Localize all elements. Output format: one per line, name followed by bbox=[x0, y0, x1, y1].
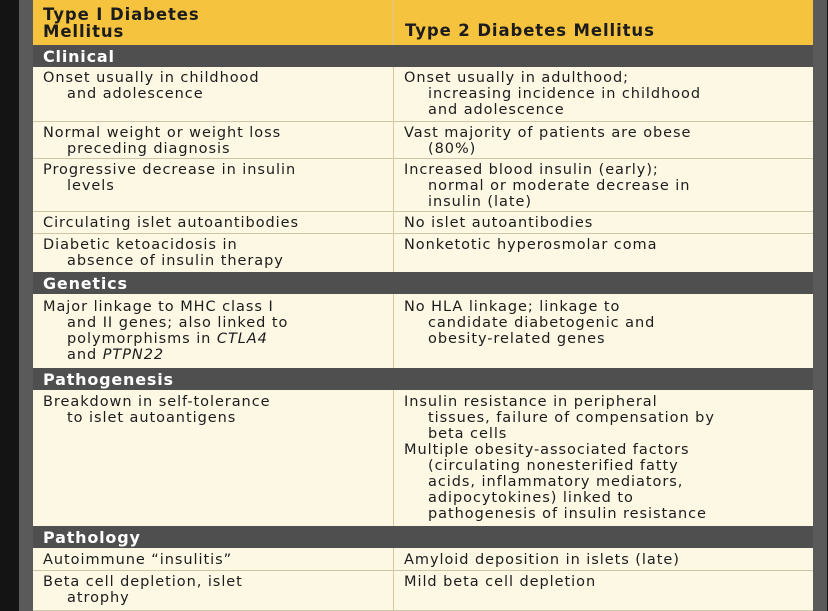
cell-line: acids, inflammatory mediators, bbox=[428, 474, 684, 490]
row-divider bbox=[33, 570, 813, 571]
type1-cell bbox=[43, 299, 288, 363]
section-header-pathogenesis bbox=[33, 368, 813, 390]
cell-line: Multiple obesity-associated factors bbox=[404, 442, 690, 458]
cell-line: Onset usually in adulthood; bbox=[404, 70, 629, 86]
cell-line: pathogenesis of insulin resistance bbox=[428, 506, 707, 522]
type2-cell bbox=[404, 394, 715, 522]
type2-cell bbox=[404, 552, 680, 568]
section-header-clinical bbox=[33, 45, 813, 67]
cell-line: absence of insulin therapy bbox=[67, 253, 284, 269]
cell-line: Insulin resistance in peripheral bbox=[404, 394, 658, 410]
type1-cell bbox=[43, 394, 271, 426]
cell-line: candidate diabetogenic and bbox=[428, 315, 656, 331]
cell-line: Diabetic ketoacidosis in bbox=[43, 237, 238, 253]
cell-line: polymorphisms in CTLA4 bbox=[67, 331, 268, 347]
cell-line: Amyloid deposition in islets (late) bbox=[404, 552, 680, 568]
row-divider bbox=[33, 121, 813, 122]
cell-line: Mild beta cell depletion bbox=[404, 574, 597, 590]
cell-line: atrophy bbox=[67, 590, 130, 606]
cell-line: Major linkage to MHC class I bbox=[43, 299, 274, 315]
type1-cell bbox=[43, 237, 284, 269]
cell-line: and adolescence bbox=[67, 86, 204, 102]
diabetes-comparison-table bbox=[33, 0, 813, 611]
cell-line: and adolescence bbox=[428, 102, 565, 118]
header-type1: Type I Diabetes Mellitus bbox=[43, 5, 200, 41]
cell-line: and PTPN22 bbox=[67, 347, 165, 363]
cell-line: preceding diagnosis bbox=[67, 141, 231, 157]
section-title: Pathology bbox=[43, 528, 141, 547]
cell-line: adipocytokines) linked to bbox=[428, 490, 634, 506]
column-divider bbox=[393, 0, 394, 611]
cell-line: increasing incidence in childhood bbox=[428, 86, 702, 102]
cell-line: Vast majority of patients are obese bbox=[404, 125, 692, 141]
header-type2: Type 2 Diabetes Mellitus bbox=[405, 21, 655, 40]
row-divider bbox=[33, 158, 813, 159]
cell-line: and II genes; also linked to bbox=[67, 315, 289, 331]
cell-line: Nonketotic hyperosmolar coma bbox=[404, 237, 658, 253]
type1-cell bbox=[43, 574, 243, 606]
type1-cell bbox=[43, 125, 281, 157]
cell-line: Circulating islet autoantibodies bbox=[43, 215, 300, 231]
row-divider bbox=[33, 211, 813, 212]
cell-line: levels bbox=[67, 178, 115, 194]
page-edge-left bbox=[19, 0, 33, 611]
type2-cell bbox=[404, 299, 655, 347]
table-header bbox=[33, 0, 813, 45]
section-header-genetics bbox=[33, 272, 813, 294]
cell-line: No islet autoantibodies bbox=[404, 215, 594, 231]
cell-line: Autoimmune “insulitis” bbox=[43, 552, 233, 568]
cell-line: normal or moderate decrease in bbox=[428, 178, 691, 194]
section-title: Clinical bbox=[43, 47, 115, 66]
type1-cell bbox=[43, 162, 296, 194]
type1-cell bbox=[43, 70, 260, 102]
cell-line: Beta cell depletion, islet bbox=[43, 574, 243, 590]
cell-line: Onset usually in childhood bbox=[43, 70, 260, 86]
cell-line: Progressive decrease in insulin bbox=[43, 162, 297, 178]
type2-cell bbox=[404, 70, 701, 118]
cell-line: No HLA linkage; linkage to bbox=[404, 299, 621, 315]
type2-cell bbox=[404, 215, 593, 231]
row-divider bbox=[33, 233, 813, 234]
page-edge-right bbox=[813, 0, 827, 611]
cell-line: Normal weight or weight loss bbox=[43, 125, 282, 141]
section-title: Pathogenesis bbox=[43, 370, 174, 389]
type2-cell bbox=[404, 237, 657, 253]
section-title: Genetics bbox=[43, 274, 128, 293]
cell-line: to islet autoantigens bbox=[67, 410, 237, 426]
cell-line: beta cells bbox=[428, 426, 508, 442]
cell-line: Breakdown in self-tolerance bbox=[43, 394, 271, 410]
cell-line: (circulating nonesterified fatty bbox=[428, 458, 679, 474]
type2-cell bbox=[404, 574, 596, 590]
cell-line: insulin (late) bbox=[428, 194, 532, 210]
type2-cell bbox=[404, 125, 691, 157]
cell-line: tissues, failure of compensation by bbox=[428, 410, 715, 426]
type1-cell bbox=[43, 215, 299, 231]
type2-cell bbox=[404, 162, 690, 210]
cell-line: obesity-related genes bbox=[428, 331, 606, 347]
cell-line: (80%) bbox=[428, 141, 477, 157]
cell-line: Increased blood insulin (early); bbox=[404, 162, 659, 178]
section-header-pathology bbox=[33, 526, 813, 548]
type1-cell bbox=[43, 552, 232, 568]
